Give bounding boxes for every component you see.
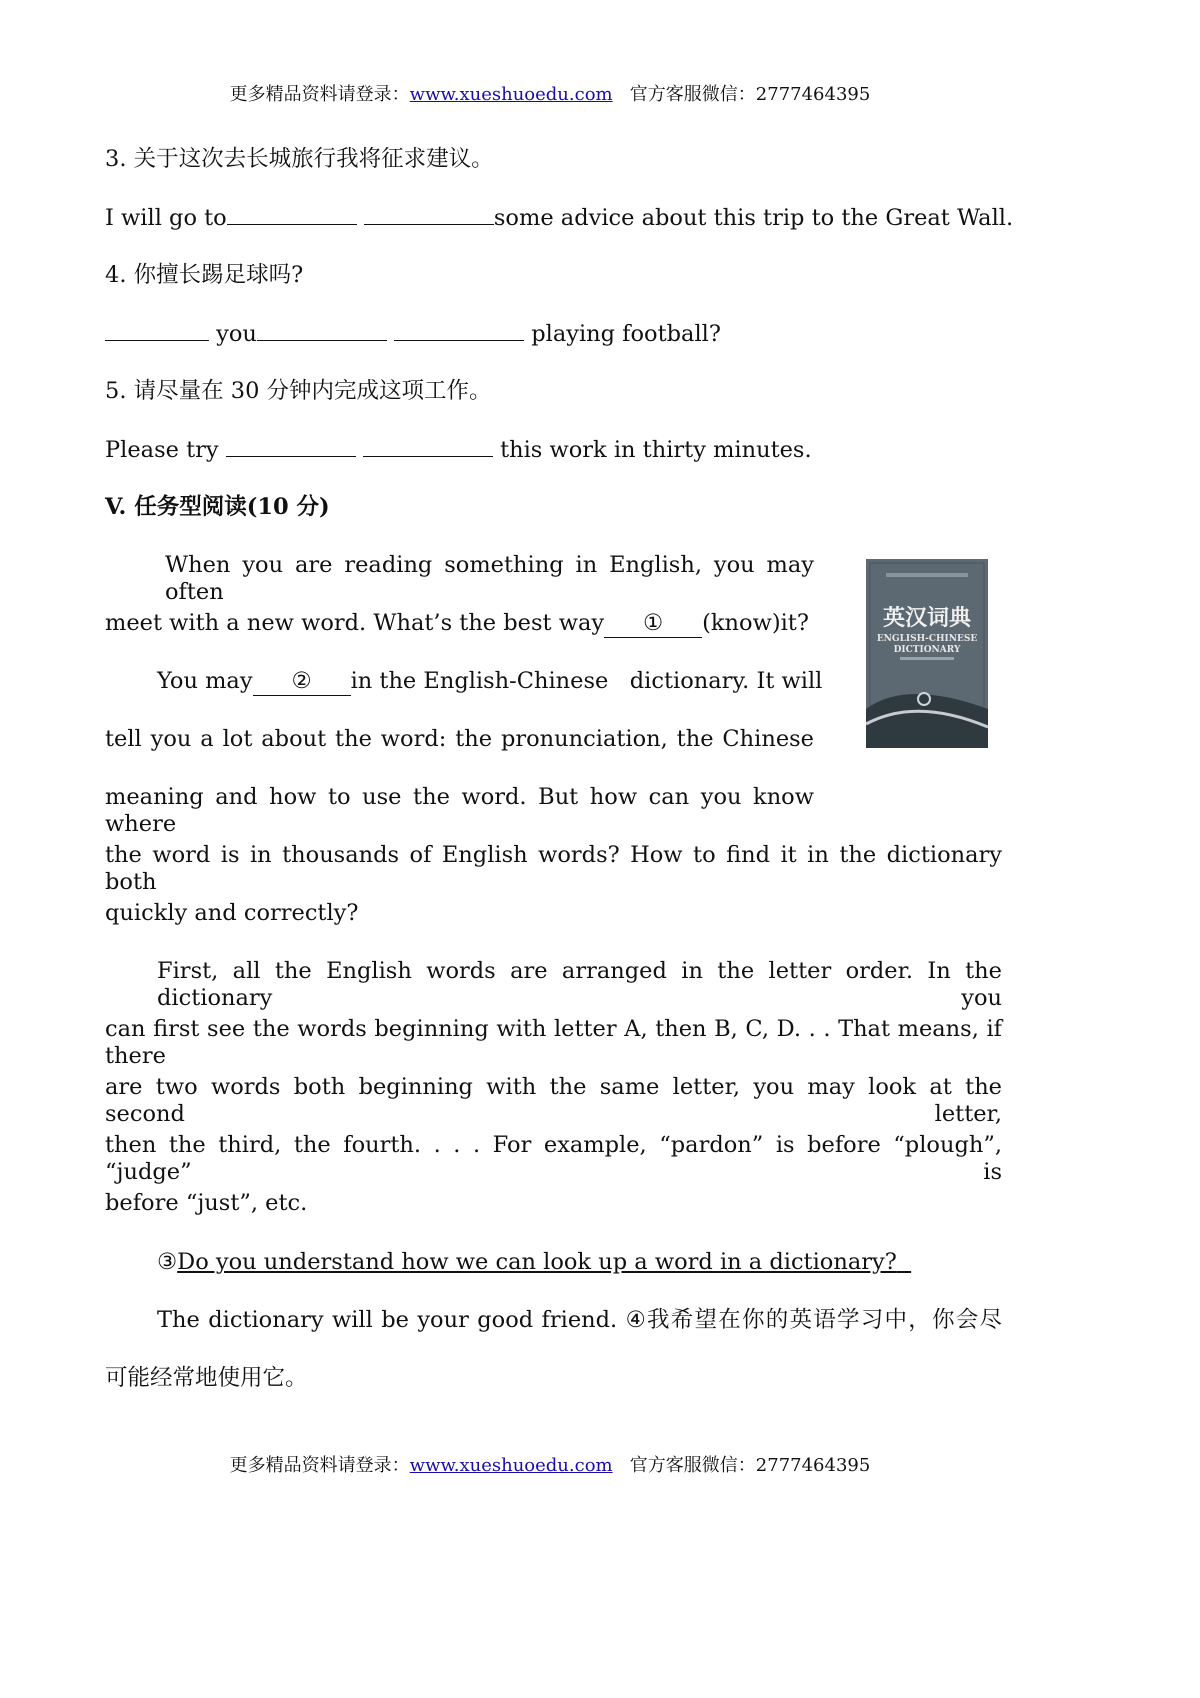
footer-contact: 官方客服微信：2777464395 bbox=[629, 1455, 871, 1476]
passage-p2-line5: quickly and correctly? bbox=[105, 900, 359, 926]
page-header bbox=[0, 80, 1100, 106]
p2-line1-text-a: You may bbox=[157, 668, 253, 694]
underlined-sentence: Do you understand how we can look up a word in a dictionary? bbox=[177, 1249, 897, 1275]
passage-p3-line4: then the third, the fourth. . . . For example, “pardon” is before “plough”, “judge” is bbox=[105, 1132, 1002, 1185]
q3-blank-1[interactable] bbox=[227, 204, 357, 225]
passage-p5-line1: The dictionary will be your good friend. ④我希望在你的英语学习中，你会尽 bbox=[157, 1307, 1002, 1333]
question-4-english bbox=[105, 320, 721, 348]
q5-blank-1[interactable] bbox=[226, 436, 356, 457]
page-footer bbox=[0, 1451, 1100, 1477]
passage-p2-line3: meaning and how to use the word. But how can you know where bbox=[105, 784, 814, 837]
question-5-english bbox=[105, 436, 812, 464]
q3-blank-2[interactable] bbox=[364, 204, 494, 225]
footer-link[interactable]: www.xueshuoedu.com bbox=[409, 1455, 613, 1476]
q5-text-a: Please try bbox=[105, 437, 219, 463]
q3-text-b: some advice about this trip to the Great Wall. bbox=[493, 205, 1014, 231]
passage-p1-line2 bbox=[105, 610, 809, 638]
dictionary-cover-image bbox=[866, 559, 988, 748]
q4-text-b: playing football? bbox=[531, 321, 721, 347]
passage-p2-line2: tell you a lot about the word: the pronunciation, the Chinese bbox=[105, 726, 814, 752]
q4-blank-2[interactable] bbox=[257, 320, 387, 341]
blank-2[interactable]: ② bbox=[253, 668, 351, 696]
p1-line2-text-a: meet with a new word. What’s the best way bbox=[105, 610, 605, 636]
passage-p2-line1 bbox=[157, 668, 822, 696]
section-title: V. 任务型阅读(10 分) bbox=[105, 494, 330, 520]
passage-p3-line2: can first see the words beginning with letter A, then B, C, D. . . That means, if there bbox=[105, 1016, 1002, 1069]
question-3-chinese: 3. 关于这次去长城旅行我将征求建议。 bbox=[105, 146, 494, 172]
blank-1[interactable]: ① bbox=[604, 610, 702, 638]
passage-p1-line1: When you are reading something in English, you may often bbox=[165, 552, 814, 605]
q5-blank-2[interactable] bbox=[363, 436, 493, 457]
dictionary-cover-art bbox=[866, 559, 988, 748]
question-5-chinese: 5. 请尽量在 30 分钟内完成这项工作。 bbox=[105, 378, 492, 404]
q4-text-a: you bbox=[216, 321, 257, 347]
passage-p5-line2: 可能经常地使用它。 bbox=[105, 1365, 308, 1391]
header-contact: 官方客服微信：2777464395 bbox=[629, 84, 871, 105]
header-prefix: 更多精品资料请登录： bbox=[229, 84, 410, 105]
passage-p3-line3: are two words both beginning with the same letter, you may look at the second letter, bbox=[105, 1074, 1002, 1127]
footer-prefix: 更多精品资料请登录： bbox=[229, 1455, 410, 1476]
book-title-en-2: DICTIONARY bbox=[893, 645, 961, 655]
question-4-chinese: 4. 你擅长踢足球吗? bbox=[105, 262, 304, 288]
p1-line2-text-b: (know)it? bbox=[702, 610, 809, 636]
question-3-english bbox=[105, 204, 1013, 232]
header-link[interactable]: www.xueshuoedu.com bbox=[409, 84, 613, 105]
passage-p2-line4: the word is in thousands of English words? How to find it in the dictionary both bbox=[105, 842, 1002, 895]
book-title-en-1: ENGLISH-CHINESE bbox=[876, 634, 978, 644]
book-title-cn: 英汉词典 bbox=[882, 606, 972, 631]
q4-blank-1[interactable] bbox=[105, 320, 209, 341]
q5-text-b: this work in thirty minutes. bbox=[500, 437, 812, 463]
passage-p4 bbox=[157, 1249, 911, 1276]
passage-p3-line1: First, all the English words are arranged in the letter order. In the dictionary you bbox=[157, 958, 1002, 1011]
circled-number-3: ③ bbox=[157, 1249, 178, 1275]
q3-text-a: I will go to bbox=[105, 205, 227, 231]
passage-p3-line5: before “just”, etc. bbox=[105, 1190, 308, 1216]
q4-blank-3[interactable] bbox=[394, 320, 524, 341]
p2-line1-text-b: in the English-Chinese dictionary. It will bbox=[350, 668, 823, 694]
